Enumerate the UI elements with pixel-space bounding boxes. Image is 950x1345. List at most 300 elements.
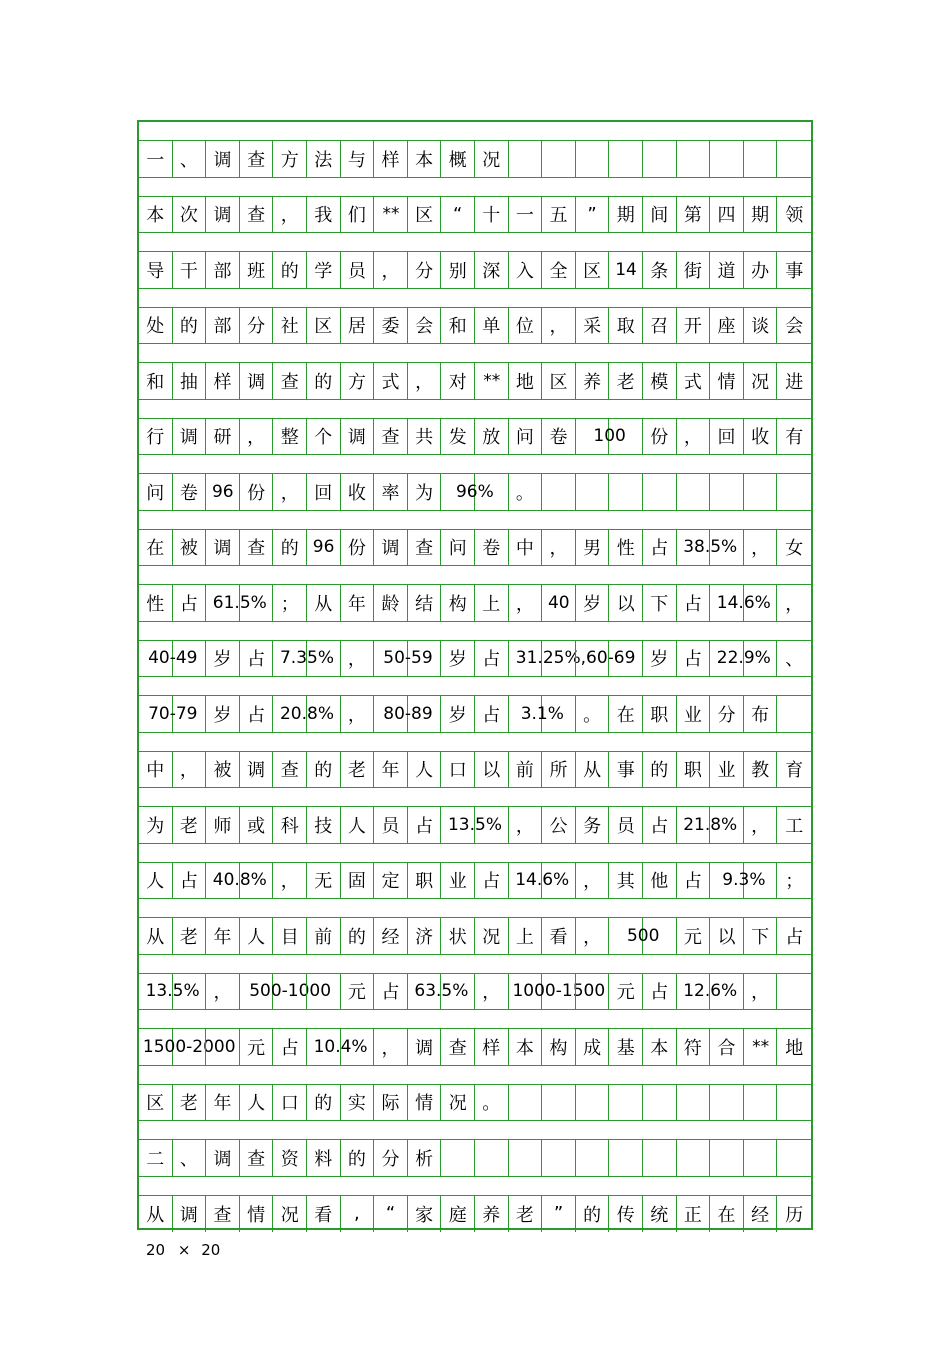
grid-cell xyxy=(240,807,274,843)
grid-cell xyxy=(408,752,442,788)
char: 区 xyxy=(549,371,568,393)
grid-cell xyxy=(576,363,610,399)
char: 元 xyxy=(347,982,366,1004)
grid-cell xyxy=(475,641,509,677)
char: 占 xyxy=(247,704,266,726)
char: 龄 xyxy=(381,593,400,615)
grid-cell xyxy=(576,1029,610,1065)
grid-cell xyxy=(542,308,576,344)
grid-cell xyxy=(341,752,375,788)
char: 、 xyxy=(179,149,198,171)
row-gap xyxy=(139,1121,811,1140)
grid-cell xyxy=(139,1196,173,1233)
char: 法 xyxy=(314,149,333,171)
grid-cell xyxy=(677,530,738,566)
grid-cell xyxy=(408,363,442,399)
grid-cell xyxy=(542,419,576,455)
char: 。 xyxy=(583,704,602,726)
row-gap xyxy=(139,733,811,752)
grid-cell xyxy=(677,585,711,621)
char: 分 xyxy=(415,260,434,282)
grid-cell xyxy=(307,141,341,177)
grid-cell xyxy=(777,474,811,510)
grid-cell xyxy=(744,419,778,455)
grid-cell xyxy=(341,863,375,899)
char: ， xyxy=(751,538,770,560)
char: 占 xyxy=(482,649,501,671)
grid-cell xyxy=(609,696,643,732)
grid-cell xyxy=(307,1196,341,1233)
grid-cell xyxy=(307,863,341,899)
char: 占 xyxy=(650,538,669,560)
row-gap xyxy=(139,511,811,530)
grid-cell xyxy=(341,585,375,621)
char: 历 xyxy=(785,1204,804,1226)
char: 下 xyxy=(751,926,770,948)
grid-cell xyxy=(307,197,341,233)
char: 人 xyxy=(247,1093,266,1115)
grid-cell xyxy=(139,419,173,455)
grid-cell xyxy=(441,141,475,177)
grid-cell xyxy=(677,696,711,732)
grid-cell xyxy=(609,1085,643,1121)
grid-cell xyxy=(173,1140,207,1176)
ascii-token: 40-49 xyxy=(148,648,198,669)
grid-cell xyxy=(206,1029,240,1065)
ascii-token: 38.5% xyxy=(683,537,738,558)
grid-cell xyxy=(240,585,274,621)
grid-cell xyxy=(341,308,375,344)
grid-cell xyxy=(341,197,375,233)
grid-cell xyxy=(643,641,677,677)
grid-cell xyxy=(643,1196,677,1233)
char: ； xyxy=(785,871,804,893)
grid-cell xyxy=(710,363,744,399)
char: ， xyxy=(179,760,198,782)
grid-cell xyxy=(677,141,711,177)
char: 从 xyxy=(314,593,333,615)
ascii-token: 500-1000 xyxy=(249,981,332,1002)
char: 区 xyxy=(314,316,333,338)
grid-cell xyxy=(441,197,475,233)
grid-cell xyxy=(576,807,610,843)
char: ， xyxy=(683,427,702,449)
grid-cell xyxy=(307,419,341,455)
char: 传 xyxy=(616,1204,635,1226)
grid-cell xyxy=(509,530,543,566)
char: 员 xyxy=(381,815,400,837)
grid-cell xyxy=(240,474,274,510)
grid-cell xyxy=(273,752,307,788)
char: 十 xyxy=(482,205,501,227)
grid-cell xyxy=(744,585,778,621)
grid-cell xyxy=(374,918,408,954)
manuscript-grid xyxy=(137,120,813,1230)
row-gap xyxy=(139,622,811,641)
grid-cell xyxy=(542,1140,576,1176)
grid-cell xyxy=(441,974,475,1010)
char: 、 xyxy=(785,649,804,671)
grid-cell xyxy=(273,252,307,288)
char: 人 xyxy=(247,926,266,948)
ascii-token: 96 xyxy=(211,481,234,502)
grid-cell xyxy=(374,1140,408,1176)
char: ” xyxy=(553,1203,564,1225)
char: 期 xyxy=(751,205,770,227)
char: ” xyxy=(587,203,597,225)
char: 们 xyxy=(347,205,366,227)
text-row xyxy=(139,252,811,289)
grid-cell xyxy=(677,807,738,843)
char: 布 xyxy=(751,704,770,726)
text-row xyxy=(139,363,811,400)
grid-cell xyxy=(173,1085,207,1121)
grid-cell xyxy=(744,974,778,1010)
grid-cell xyxy=(509,308,543,344)
ascii-token: 13.5% xyxy=(145,981,200,1002)
char: 占 xyxy=(280,1037,299,1059)
grid-cell xyxy=(374,252,408,288)
grid-cell xyxy=(173,863,207,899)
grid-cell xyxy=(273,1196,307,1233)
grid-cell xyxy=(576,530,610,566)
grid-cell xyxy=(307,530,341,566)
char: 问 xyxy=(515,427,534,449)
grid-cell xyxy=(273,1085,307,1121)
grid-cell xyxy=(643,419,677,455)
char: 调 xyxy=(213,149,232,171)
char: 五 xyxy=(549,205,568,227)
grid-cell xyxy=(240,696,274,732)
char: ， xyxy=(515,815,534,837)
grid-cell xyxy=(677,974,738,1010)
grid-cell xyxy=(341,641,375,677)
char: 况 xyxy=(448,1093,467,1115)
char: 本 xyxy=(650,1037,669,1059)
grid-cell xyxy=(643,918,677,954)
grid-cell xyxy=(542,141,576,177)
char: 开 xyxy=(683,316,702,338)
grid-cell xyxy=(677,863,711,899)
grid-cell xyxy=(509,363,543,399)
grid-cell xyxy=(206,585,267,621)
char: 口 xyxy=(280,1093,299,1115)
grid-cell xyxy=(542,863,576,899)
grid-cell xyxy=(643,252,677,288)
grid-cell xyxy=(139,863,173,899)
char: ； xyxy=(280,593,299,615)
char: 在 xyxy=(616,704,635,726)
grid-cell xyxy=(576,918,610,954)
char: 他 xyxy=(650,871,669,893)
grid-cell xyxy=(341,474,375,510)
char: 男 xyxy=(583,538,602,560)
grid-cell xyxy=(273,696,334,732)
grid-cell xyxy=(509,141,543,177)
grid-cell xyxy=(341,530,375,566)
char: 在 xyxy=(146,538,165,560)
row-gap xyxy=(139,566,811,585)
ascii-token: 21.8% xyxy=(683,814,738,835)
char: 查 xyxy=(280,760,299,782)
grid-cell xyxy=(307,1140,341,1176)
grid-cell xyxy=(609,1140,643,1176)
grid-cell xyxy=(374,308,408,344)
grid-cell xyxy=(240,363,274,399)
char: ， xyxy=(213,982,232,1004)
char: 结 xyxy=(415,593,434,615)
grid-cell xyxy=(542,363,576,399)
grid-cell xyxy=(744,863,778,899)
grid-cell xyxy=(240,752,274,788)
char: 的 xyxy=(347,926,366,948)
grid-cell xyxy=(341,141,375,177)
grid-cell xyxy=(139,474,173,510)
char: 事 xyxy=(785,260,804,282)
char: 进 xyxy=(785,371,804,393)
char: 中 xyxy=(146,760,165,782)
char: 方 xyxy=(280,149,299,171)
grid-cell xyxy=(139,585,173,621)
grid-cell xyxy=(744,308,778,344)
grid-cell xyxy=(475,197,509,233)
char: 济 xyxy=(415,926,434,948)
grid-cell xyxy=(374,974,408,1010)
ascii-token: 9.3% xyxy=(722,870,766,891)
char: 份 xyxy=(347,538,366,560)
row-gap xyxy=(139,178,811,197)
grid-cell xyxy=(475,1029,509,1065)
grid-cell xyxy=(206,252,240,288)
char: 无 xyxy=(314,871,333,893)
grid-cell xyxy=(408,641,442,677)
grid-cell xyxy=(441,1085,475,1121)
grid-cell xyxy=(777,807,811,843)
char: 为 xyxy=(415,482,434,504)
char: 调 xyxy=(213,205,232,227)
grid-cell xyxy=(777,641,811,677)
ascii-token: 1000-1500 xyxy=(512,981,606,1002)
char: ， xyxy=(482,982,501,1004)
grid-cell xyxy=(441,363,475,399)
char: 调 xyxy=(415,1037,434,1059)
grid-cell xyxy=(710,807,744,843)
grid-cell xyxy=(542,696,576,732)
grid-cell xyxy=(777,918,811,954)
grid-cell xyxy=(307,641,341,677)
grid-cell xyxy=(509,419,543,455)
grid-cell xyxy=(341,363,375,399)
char: 调 xyxy=(347,427,366,449)
text-row xyxy=(139,918,811,955)
grid-cell xyxy=(475,1140,509,1176)
char: 份 xyxy=(650,427,669,449)
grid-cell xyxy=(576,141,610,177)
grid-cell xyxy=(744,1085,778,1121)
grid-cell xyxy=(273,308,307,344)
ascii-token: ** xyxy=(752,1036,770,1057)
grid-cell xyxy=(777,863,811,899)
grid-cell xyxy=(609,863,643,899)
char: 、 xyxy=(179,1148,198,1170)
grid-cell xyxy=(240,530,274,566)
char: 工 xyxy=(785,815,804,837)
row-gap xyxy=(139,677,811,696)
grid-cell xyxy=(542,197,576,233)
char: 道 xyxy=(717,260,736,282)
char: 问 xyxy=(448,538,467,560)
grid-cell xyxy=(509,1029,543,1065)
grid-cell xyxy=(643,530,677,566)
grid-cell xyxy=(173,252,207,288)
row-gap xyxy=(139,899,811,918)
char: 占 xyxy=(683,871,702,893)
grid-cell xyxy=(307,585,341,621)
char: 的 xyxy=(280,260,299,282)
char: 目 xyxy=(280,926,299,948)
char: 查 xyxy=(448,1037,467,1059)
text-row xyxy=(139,308,811,345)
char: 从 xyxy=(146,1204,165,1226)
char: 间 xyxy=(650,205,669,227)
char: 收 xyxy=(751,427,770,449)
grid-cell xyxy=(173,585,207,621)
grid-cell xyxy=(643,863,677,899)
text-row xyxy=(139,197,811,234)
grid-cell xyxy=(240,252,274,288)
char: 卷 xyxy=(482,538,501,560)
grid-cell xyxy=(475,363,509,399)
grid-cell xyxy=(273,1029,307,1065)
grid-cell xyxy=(744,918,778,954)
text-row xyxy=(139,696,811,733)
grid-cell xyxy=(441,308,475,344)
grid-cell xyxy=(677,918,711,954)
grid-cell xyxy=(307,1029,368,1065)
char: 元 xyxy=(247,1037,266,1059)
char: 份 xyxy=(247,482,266,504)
grid-cell xyxy=(710,530,744,566)
char: 的 xyxy=(650,760,669,782)
ascii-token: 80-89 xyxy=(383,703,433,724)
char: 整 xyxy=(280,427,299,449)
grid-cell xyxy=(677,752,711,788)
grid-cell xyxy=(273,807,307,843)
char: 调 xyxy=(381,538,400,560)
grid-cell xyxy=(677,308,711,344)
grid-cell xyxy=(139,530,173,566)
grid-cell xyxy=(273,141,307,177)
char: 业 xyxy=(448,871,467,893)
grid-cell xyxy=(542,585,576,621)
grid-cell xyxy=(307,308,341,344)
grid-cell xyxy=(139,752,173,788)
char: 全 xyxy=(549,260,568,282)
char: 取 xyxy=(616,316,635,338)
grid-cell xyxy=(643,474,677,510)
grid-cell xyxy=(710,474,744,510)
grid-cell xyxy=(206,141,240,177)
char: 调 xyxy=(247,760,266,782)
grid-cell xyxy=(307,918,341,954)
grid-cell xyxy=(408,918,442,954)
char: “ xyxy=(385,1203,396,1225)
char: 条 xyxy=(650,260,669,282)
grid-size-label xyxy=(146,1241,220,1259)
grid-cell xyxy=(542,530,576,566)
grid-cell xyxy=(710,641,771,677)
grid-cell xyxy=(374,1085,408,1121)
char: 岁 xyxy=(213,704,232,726)
grid-cell xyxy=(744,752,778,788)
char: 区 xyxy=(415,205,434,227)
char: 模 xyxy=(650,371,669,393)
grid-cell xyxy=(173,807,207,843)
grid-cell xyxy=(240,1196,274,1233)
char: 职 xyxy=(650,704,669,726)
row-gap xyxy=(139,289,811,308)
grid-cell xyxy=(273,641,334,677)
char: 析 xyxy=(415,1148,434,1170)
char: 正 xyxy=(683,1204,702,1226)
ascii-token: 70-79 xyxy=(148,703,198,724)
grid-cell xyxy=(408,1029,442,1065)
grid-cell xyxy=(609,530,643,566)
char: 学 xyxy=(314,260,333,282)
grid-cell xyxy=(341,807,375,843)
char: 式 xyxy=(683,371,702,393)
grid-cell xyxy=(475,252,509,288)
char: 本 xyxy=(146,205,165,227)
grid-cell xyxy=(744,474,778,510)
grid-cell xyxy=(509,863,570,899)
grid-cell xyxy=(374,696,433,732)
grid-cell xyxy=(206,1140,240,1176)
grid-cell xyxy=(744,696,778,732)
char: 的 xyxy=(280,538,299,560)
char: 样 xyxy=(213,371,232,393)
char: 符 xyxy=(683,1037,702,1059)
char: 育 xyxy=(785,760,804,782)
grid-cell xyxy=(374,585,408,621)
grid-cell xyxy=(441,530,475,566)
char: 的 xyxy=(347,1148,366,1170)
char: 老 xyxy=(179,926,198,948)
grid-cell xyxy=(475,141,509,177)
grid-cell xyxy=(139,1029,236,1065)
grid-cell xyxy=(576,752,610,788)
grid-cell xyxy=(609,918,660,954)
grid-cell xyxy=(643,807,677,843)
grid-cell xyxy=(206,363,240,399)
grid-cell xyxy=(744,197,778,233)
ascii-token: 14.6% xyxy=(515,870,570,891)
text-row xyxy=(139,1029,811,1066)
char: 老 xyxy=(179,1093,198,1115)
char: 老 xyxy=(616,371,635,393)
grid-cell xyxy=(643,363,677,399)
grid-cell xyxy=(576,1085,610,1121)
grid-cell xyxy=(710,863,766,899)
row-gap xyxy=(139,400,811,419)
grid-cell xyxy=(710,918,744,954)
grid-cell xyxy=(475,474,509,510)
char: 为 xyxy=(146,815,165,837)
grid-cell xyxy=(139,807,173,843)
grid-cell xyxy=(542,974,576,1010)
char: 况 xyxy=(280,1204,299,1226)
char: 从 xyxy=(583,760,602,782)
